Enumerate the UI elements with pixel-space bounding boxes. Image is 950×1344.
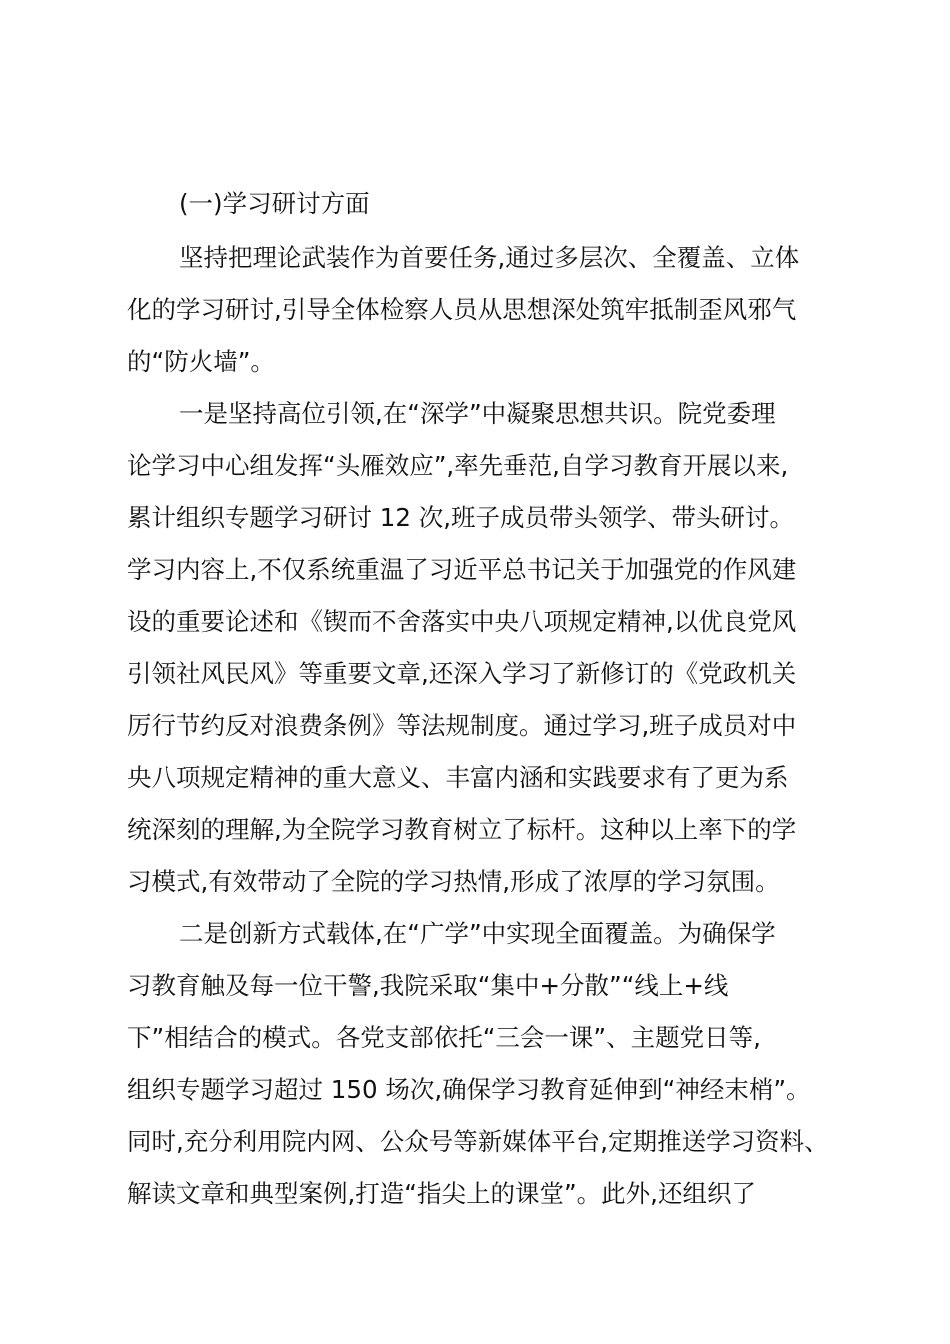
paragraph-line: 二是创新方式载体,在“广学”中实现全面覆盖。为确保学 [179, 919, 776, 948]
paragraph-line: 引领社风民风》等重要文章,还深入学习了新修订的《党政机关 [127, 659, 797, 688]
paragraph-line: 坚持把理论武装作为首要任务,通过多层次、全覆盖、立体 [179, 243, 800, 272]
paragraph-line: 习教育触及每一位干警,我院采取“集中+分散”“线上+线 [127, 971, 729, 1000]
paragraph-line: 习模式,有效带动了全院的学习热情,形成了浓厚的学习氛围。 [127, 867, 780, 896]
paragraph-line: 学习内容上,不仅系统重温了习近平总书记关于加强党的作风建 [127, 555, 797, 584]
paragraph-line: 化的学习研讨,引导全体检察人员从思想深处筑牢抵制歪风邪气 [127, 295, 797, 324]
paragraph-line: 设的重要论述和《锲而不舍落实中央八项规定精神,以优良党风 [127, 607, 797, 636]
paragraph-line: 厉行节约反对浪费条例》等法规制度。通过学习,班子成员对中 [127, 711, 797, 740]
paragraph-point-two [127, 908, 835, 1220]
paragraph-line: 央八项规定精神的重大意义、丰富内涵和实践要求有了更为系 [127, 763, 789, 792]
paragraph-line: 统深刻的理解,为全院学习教育树立了标杆。这种以上率下的学 [127, 815, 797, 844]
paragraph-line: 下”相结合的模式。各党支部依托“三会一课”、主题党日等, [127, 1023, 761, 1052]
paragraph-line: 同时,充分利用院内网、公众号等新媒体平台,定期推送学习资料、 [127, 1127, 829, 1156]
paragraph-line: 组织专题学习超过 150 场次,确保学习教育延伸到“神经末梢”。 [127, 1075, 811, 1104]
paragraph-line: 累计组织专题学习研讨 12 次,班子成员带头领学、带头研讨。 [127, 503, 795, 532]
paragraph-line: 论学习中心组发挥“头雁效应”,率先垂范,自学习教育开展以来, [127, 451, 789, 480]
section-heading: (一)学习研讨方面 [179, 189, 370, 218]
paragraph-intro [127, 232, 835, 388]
paragraph-point-one [127, 388, 835, 908]
paragraph-line: 的“防火墙”。 [127, 347, 275, 376]
document-body [127, 180, 835, 1220]
paragraph-line: 解读文章和典型案例,打造“指尖上的课堂”。此外,还组织了 [127, 1179, 756, 1208]
paragraph-line: 一是坚持高位引领,在“深学”中凝聚思想共识。院党委理 [179, 399, 776, 428]
